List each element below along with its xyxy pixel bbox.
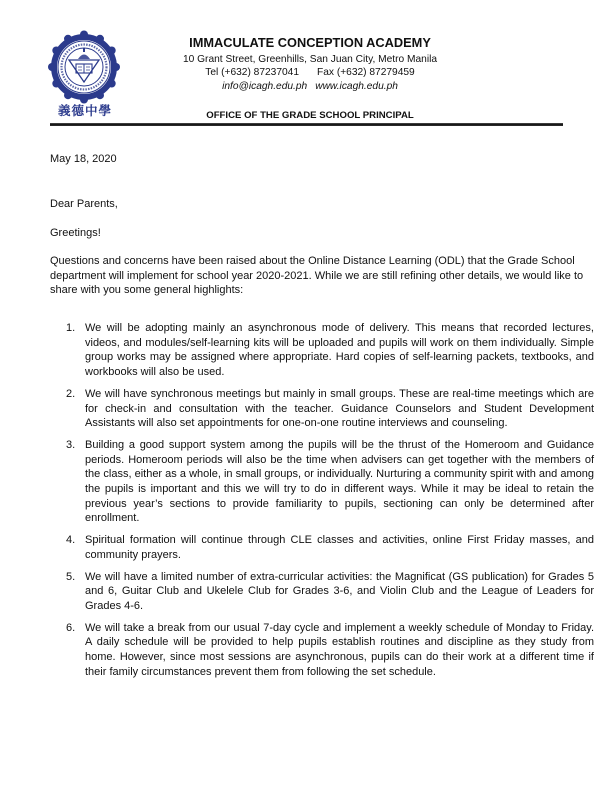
- phone-numbers: [170, 67, 450, 78]
- list-number: 2.: [66, 387, 76, 400]
- list-number: 3.: [66, 438, 76, 451]
- list-item: [66, 533, 594, 562]
- school-address: 10 Grant Street, Greenhills, San Juan City, Metro Manila: [182, 54, 438, 65]
- list-text: Spiritual formation will continue through CLE classes and activities, online First Friday masses, and community prayers.: [85, 534, 594, 561]
- list-number: 6.: [66, 621, 76, 634]
- list-number: 4.: [66, 534, 76, 547]
- list-text: We will be adopting mainly an asynchronous mode of delivery. This means that recorded lectures, videos, and modules/self-learning kits will be uploaded and pupils will work on them individually. Simple group works may be assigned where appropriate. Hard copies of self-learning packets, textbooks, and workbooks will also be used.: [85, 322, 594, 379]
- office-title: OFFICE OF THE GRADE SCHOOL PRINCIPAL: [206, 110, 414, 121]
- list-item: [66, 570, 594, 614]
- website-url: www.icagh.edu.ph: [315, 81, 398, 92]
- highlights-list: [66, 321, 594, 686]
- email-address: info@icagh.edu.ph: [222, 81, 308, 92]
- intro-paragraph: Questions and concerns have been raised about the Online Distance Learning (ODL) that the Grade School department will implement for school year 2020-2021. While we are still refining other details, we would like to share with you some general highlights:: [50, 255, 584, 297]
- school-seal-icon: [47, 30, 121, 104]
- school-name: IMMACULATE CONCEPTION ACADEMY: [189, 35, 431, 50]
- list-text: We will have a limited number of extra-curricular activities: the Magnificat (GS publication) for Grades 5 and 6, Guitar Club and Ukelele Club for Grades 3-6, and Violin Club and the League of Leaders for Grades 4-6.: [85, 570, 594, 612]
- list-item: [66, 438, 594, 526]
- fax-number: Fax (+632) 87279459: [317, 67, 415, 78]
- list-text: Building a good support system among the pupils will be the thrust of the Homeroom and Guidance periods. Homeroom periods will also be the time when advisers can get together with the members of the class, either as a whole, in small groups, or individually. Nurturing a community spirit with and among the pupils is important and this we will try to do in different ways. While it may be ideal to retain the previous year’s sections to provide familiarity to pupils, sectioning can only be determined after enrollment.: [85, 438, 594, 525]
- school-chinese-name: 義德中學: [57, 103, 112, 118]
- list-item: [66, 387, 594, 431]
- greeting: Greetings!: [50, 227, 101, 239]
- contact-links: [170, 81, 450, 92]
- list-number: 5.: [66, 570, 76, 583]
- salutation: Dear Parents,: [50, 198, 118, 210]
- telephone-number: Tel (+632) 87237041: [205, 67, 300, 78]
- list-number: 1.: [66, 322, 76, 334]
- list-text: We will take a break from our usual 7-day cycle and implement a weekly schedule of Monday to Friday. A daily schedule will be provided to help pupils establish routines and discipline as they study from home. However, since most sessions are asynchronous, pupils can do their work at a different time if their family circumstances prevent them from following the set schedule.: [85, 621, 594, 678]
- list-text: We will have synchronous meetings but mainly in small groups. These are real-time meetings which are for check-in and consultation with the teacher. Guidance Counselors and Student Development Assistants will also set appointments for one-on-one routine interviews and counseling.: [85, 387, 594, 430]
- list-item: [66, 621, 594, 680]
- list-item: [66, 321, 594, 380]
- letterhead-divider: [50, 123, 563, 126]
- letter-date: May 18, 2020: [50, 153, 117, 165]
